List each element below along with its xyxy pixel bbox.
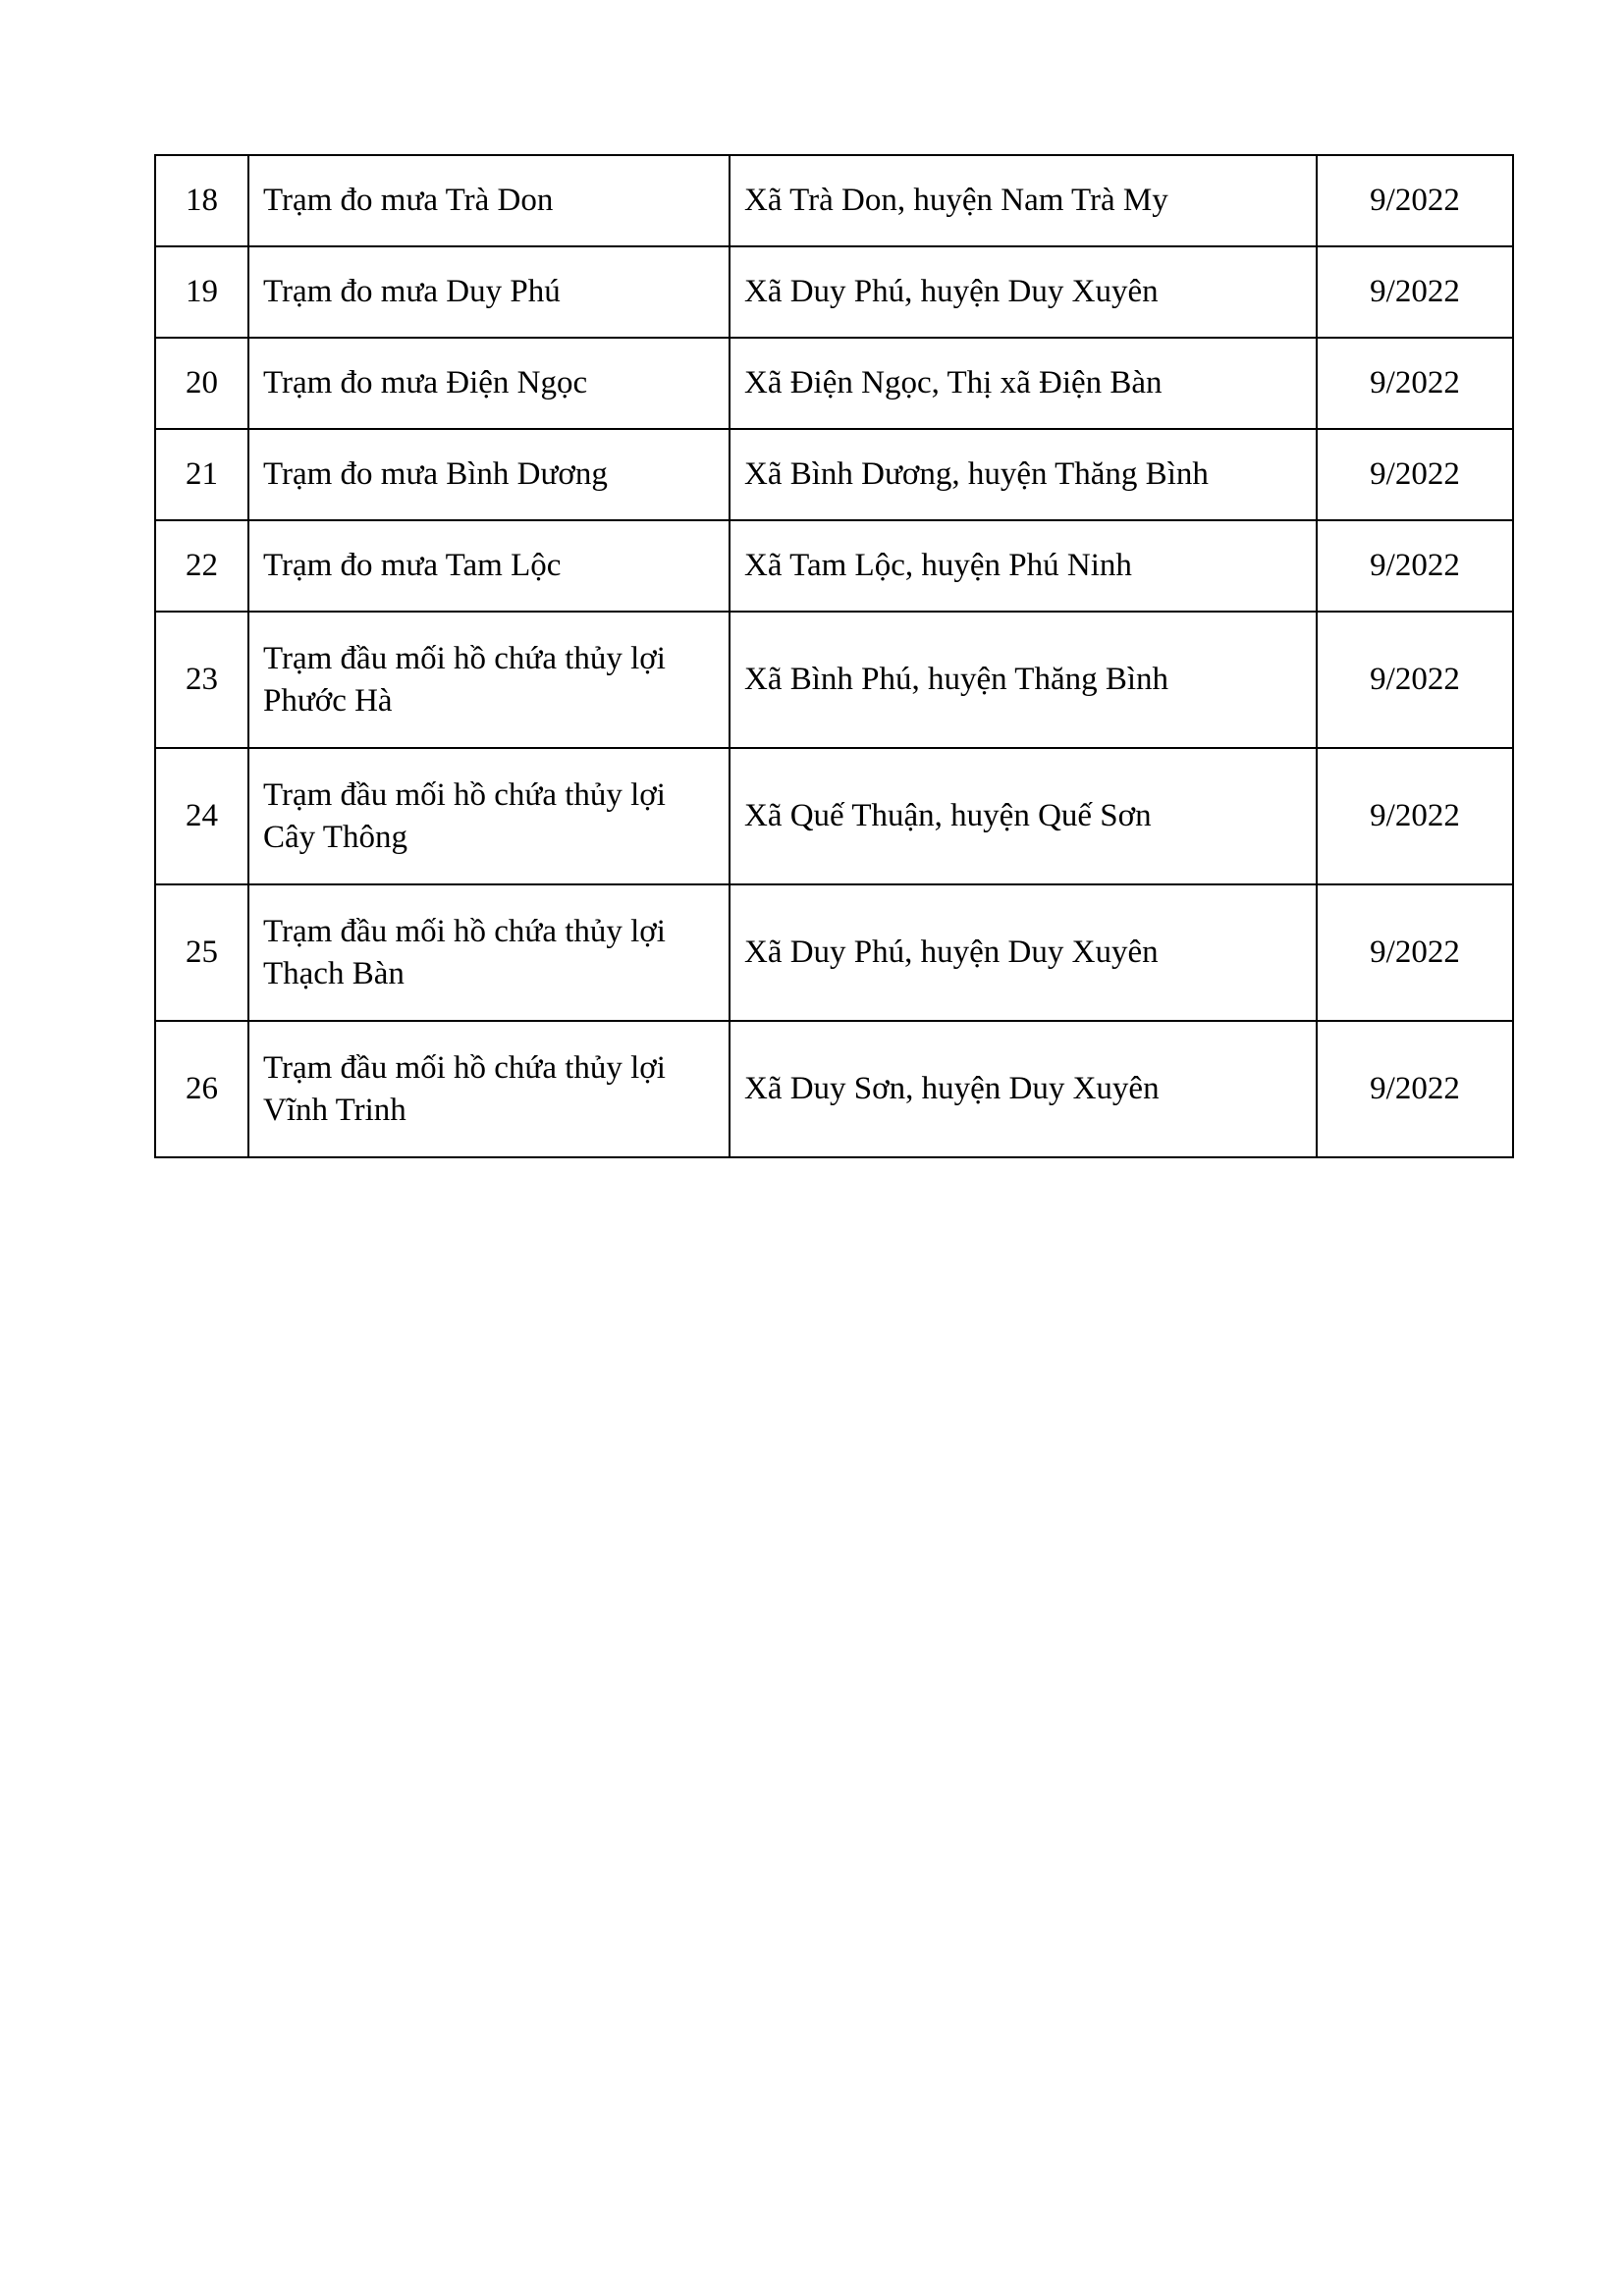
station-location: Xã Trà Don, huyện Nam Trà My — [730, 155, 1317, 246]
station-location: Xã Duy Sơn, huyện Duy Xuyên — [730, 1021, 1317, 1157]
station-name: Trạm đầu mối hồ chứa thủy lợi Cây Thông — [248, 748, 730, 884]
table-row — [155, 612, 1513, 748]
row-number: 21 — [155, 429, 248, 520]
table-row — [155, 246, 1513, 338]
row-number: 20 — [155, 338, 248, 429]
row-number: 25 — [155, 884, 248, 1021]
row-number: 23 — [155, 612, 248, 748]
station-date: 9/2022 — [1317, 520, 1513, 612]
station-name: Trạm đo mưa Trà Don — [248, 155, 730, 246]
station-date: 9/2022 — [1317, 429, 1513, 520]
station-table — [154, 154, 1514, 1158]
station-date: 9/2022 — [1317, 1021, 1513, 1157]
station-date: 9/2022 — [1317, 246, 1513, 338]
station-location: Xã Điện Ngọc, Thị xã Điện Bàn — [730, 338, 1317, 429]
row-number: 19 — [155, 246, 248, 338]
station-name: Trạm đo mưa Bình Dương — [248, 429, 730, 520]
station-name: Trạm đo mưa Tam Lộc — [248, 520, 730, 612]
station-location: Xã Duy Phú, huyện Duy Xuyên — [730, 246, 1317, 338]
row-number: 22 — [155, 520, 248, 612]
row-number: 18 — [155, 155, 248, 246]
table-row — [155, 520, 1513, 612]
station-date: 9/2022 — [1317, 338, 1513, 429]
table-row — [155, 748, 1513, 884]
station-date: 9/2022 — [1317, 748, 1513, 884]
station-location: Xã Bình Phú, huyện Thăng Bình — [730, 612, 1317, 748]
table-row — [155, 1021, 1513, 1157]
table-row — [155, 338, 1513, 429]
row-number: 24 — [155, 748, 248, 884]
station-name: Trạm đầu mối hồ chứa thủy lợi Thạch Bàn — [248, 884, 730, 1021]
table-row — [155, 884, 1513, 1021]
table-row — [155, 155, 1513, 246]
station-date: 9/2022 — [1317, 884, 1513, 1021]
station-date: 9/2022 — [1317, 612, 1513, 748]
table-row — [155, 429, 1513, 520]
station-name: Trạm đầu mối hồ chứa thủy lợi Vĩnh Trinh — [248, 1021, 730, 1157]
station-name: Trạm đo mưa Điện Ngọc — [248, 338, 730, 429]
station-date: 9/2022 — [1317, 155, 1513, 246]
station-location: Xã Tam Lộc, huyện Phú Ninh — [730, 520, 1317, 612]
station-name: Trạm đầu mối hồ chứa thủy lợi Phước Hà — [248, 612, 730, 748]
station-name: Trạm đo mưa Duy Phú — [248, 246, 730, 338]
station-location: Xã Quế Thuận, huyện Quế Sơn — [730, 748, 1317, 884]
station-location: Xã Duy Phú, huyện Duy Xuyên — [730, 884, 1317, 1021]
station-location: Xã Bình Dương, huyện Thăng Bình — [730, 429, 1317, 520]
row-number: 26 — [155, 1021, 248, 1157]
